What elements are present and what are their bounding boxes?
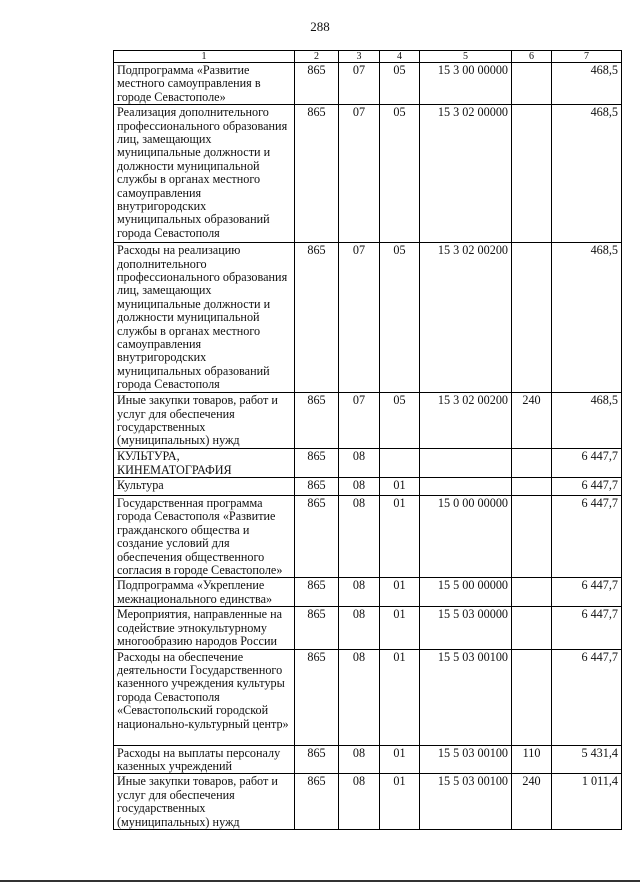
row-section: 08 xyxy=(339,578,380,607)
row-target-article: 15 5 03 00100 xyxy=(420,745,512,774)
row-subsection: 05 xyxy=(380,243,420,393)
row-amount: 468,5 xyxy=(552,393,622,449)
row-subsection: 05 xyxy=(380,393,420,449)
row-grbs: 865 xyxy=(295,105,339,243)
budget-table xyxy=(113,50,622,830)
row-grbs: 865 xyxy=(295,449,339,478)
row-section: 08 xyxy=(339,745,380,774)
row-expense-type xyxy=(512,243,552,393)
table-row xyxy=(114,63,622,105)
row-subsection: 01 xyxy=(380,745,420,774)
row-expense-type xyxy=(512,649,552,745)
header-col-1: 1 xyxy=(114,51,295,63)
row-subsection: 01 xyxy=(380,496,420,578)
header-col-5: 5 xyxy=(420,51,512,63)
row-section: 08 xyxy=(339,649,380,745)
row-target-article: 15 0 00 00000 xyxy=(420,496,512,578)
row-name: Подпрограмма «Укрепление межнационального единства» xyxy=(114,578,295,607)
table-row xyxy=(114,496,622,578)
row-amount: 6 447,7 xyxy=(552,649,622,745)
row-amount: 6 447,7 xyxy=(552,449,622,478)
table-row xyxy=(114,449,622,478)
table-row xyxy=(114,243,622,393)
row-grbs: 865 xyxy=(295,745,339,774)
row-grbs: 865 xyxy=(295,496,339,578)
row-section: 08 xyxy=(339,496,380,578)
row-subsection: 01 xyxy=(380,607,420,649)
table-row xyxy=(114,105,622,243)
table-header-row xyxy=(114,51,622,63)
row-target-article: 15 3 00 00000 xyxy=(420,63,512,105)
row-name: КУЛЬТУРА, КИНЕМАТОГРАФИЯ xyxy=(114,449,295,478)
row-amount: 5 431,4 xyxy=(552,745,622,774)
row-amount: 468,5 xyxy=(552,63,622,105)
header-col-2: 2 xyxy=(295,51,339,63)
row-name: Расходы на реализацию дополнительного профессионального образования лиц, замещающих муниципальные должности и должности муниципальной службы в органах местного самоуправления внутригородских муниципальных образований города Севастополя xyxy=(114,243,295,393)
row-amount: 6 447,7 xyxy=(552,478,622,496)
row-grbs: 865 xyxy=(295,243,339,393)
row-grbs: 865 xyxy=(295,607,339,649)
row-expense-type xyxy=(512,63,552,105)
row-amount: 6 447,7 xyxy=(552,607,622,649)
row-expense-type xyxy=(512,496,552,578)
row-section: 08 xyxy=(339,449,380,478)
header-col-4: 4 xyxy=(380,51,420,63)
table-row xyxy=(114,393,622,449)
table-row xyxy=(114,774,622,830)
row-expense-type: 240 xyxy=(512,393,552,449)
table-row xyxy=(114,649,622,745)
page-number: 288 xyxy=(310,19,330,34)
scan-edge-line xyxy=(0,880,640,882)
row-grbs: 865 xyxy=(295,63,339,105)
row-section: 08 xyxy=(339,774,380,830)
row-target-article: 15 3 02 00200 xyxy=(420,393,512,449)
row-amount: 468,5 xyxy=(552,243,622,393)
row-name: Расходы на выплаты персоналу казенных учреждений xyxy=(114,745,295,774)
row-subsection: 01 xyxy=(380,478,420,496)
row-section: 08 xyxy=(339,478,380,496)
table-row xyxy=(114,478,622,496)
row-section: 08 xyxy=(339,607,380,649)
row-target-article: 15 3 02 00000 xyxy=(420,105,512,243)
row-name: Расходы на обеспечение деятельности Государственного казенного учреждения культуры города Севастополя «Севастопольский городской национально-культурный центр» xyxy=(114,649,295,745)
row-section: 07 xyxy=(339,105,380,243)
row-name: Культура xyxy=(114,478,295,496)
header-col-3: 3 xyxy=(339,51,380,63)
row-expense-type xyxy=(512,105,552,243)
row-name: Иные закупки товаров, работ и услуг для обеспечения государственных (муниципальных) нужд xyxy=(114,393,295,449)
row-grbs: 865 xyxy=(295,578,339,607)
row-amount: 6 447,7 xyxy=(552,578,622,607)
table-row xyxy=(114,745,622,774)
row-expense-type xyxy=(512,578,552,607)
row-name: Государственная программа города Севастополя «Развитие гражданского общества и создание условий для обеспечения общественного согласия в городе Севастополе» xyxy=(114,496,295,578)
header-col-6: 6 xyxy=(512,51,552,63)
row-name: Подпрограмма «Развитие местного самоуправления в городе Севастополе» xyxy=(114,63,295,105)
row-section: 07 xyxy=(339,243,380,393)
table-row xyxy=(114,578,622,607)
row-expense-type: 240 xyxy=(512,774,552,830)
row-section: 07 xyxy=(339,393,380,449)
row-subsection xyxy=(380,449,420,478)
table-row xyxy=(114,607,622,649)
row-grbs: 865 xyxy=(295,774,339,830)
row-target-article xyxy=(420,478,512,496)
row-target-article: 15 5 03 00000 xyxy=(420,607,512,649)
row-target-article: 15 5 03 00100 xyxy=(420,774,512,830)
row-name: Мероприятия, направленные на содействие этнокультурному многообразию народов России xyxy=(114,607,295,649)
row-expense-type xyxy=(512,478,552,496)
row-target-article: 15 3 02 00200 xyxy=(420,243,512,393)
row-expense-type xyxy=(512,607,552,649)
row-subsection: 01 xyxy=(380,649,420,745)
row-name: Реализация дополнительного профессионального образования лиц, замещающих муниципальные должности и должности муниципальной службы в органах местного самоуправления внутригородских муниципальных образований города Севастополя xyxy=(114,105,295,243)
row-target-article: 15 5 00 00000 xyxy=(420,578,512,607)
row-subsection: 05 xyxy=(380,105,420,243)
row-expense-type xyxy=(512,449,552,478)
row-subsection: 01 xyxy=(380,774,420,830)
row-target-article xyxy=(420,449,512,478)
row-expense-type: 110 xyxy=(512,745,552,774)
row-amount: 6 447,7 xyxy=(552,496,622,578)
row-grbs: 865 xyxy=(295,649,339,745)
row-target-article: 15 5 03 00100 xyxy=(420,649,512,745)
row-section: 07 xyxy=(339,63,380,105)
row-amount: 1 011,4 xyxy=(552,774,622,830)
row-grbs: 865 xyxy=(295,393,339,449)
row-subsection: 01 xyxy=(380,578,420,607)
header-col-7: 7 xyxy=(552,51,622,63)
row-grbs: 865 xyxy=(295,478,339,496)
row-subsection: 05 xyxy=(380,63,420,105)
row-amount: 468,5 xyxy=(552,105,622,243)
row-name: Иные закупки товаров, работ и услуг для обеспечения государственных (муниципальных) нужд xyxy=(114,774,295,830)
